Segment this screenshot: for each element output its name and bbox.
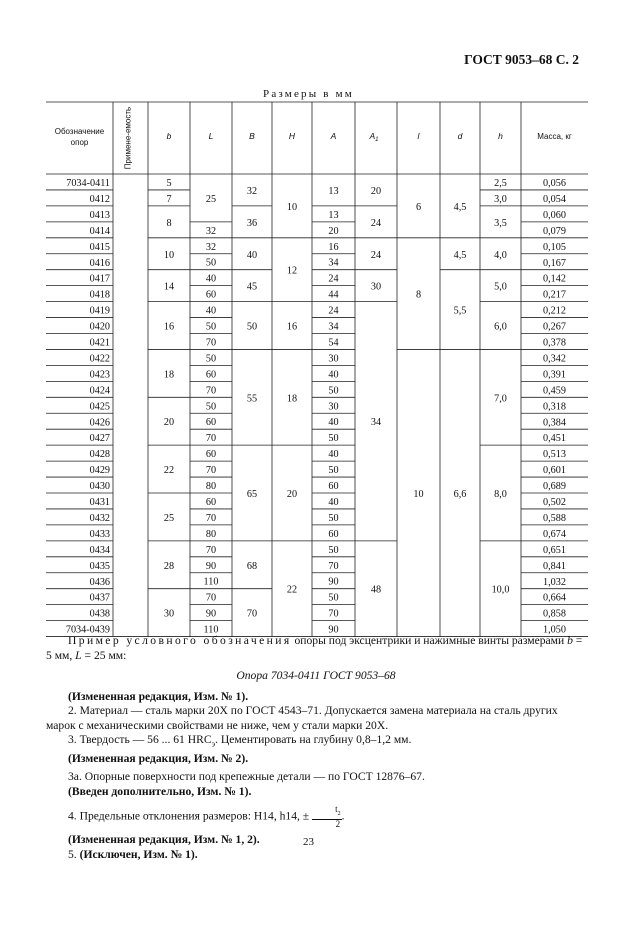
cell-designation: 0421: [89, 337, 110, 349]
cell-A: 54: [328, 337, 339, 349]
column-header-designation: опор: [70, 138, 89, 147]
cell-designation: 0435: [89, 560, 110, 572]
cell-L: 32: [205, 225, 217, 237]
cell-L: 70: [205, 544, 217, 556]
cell-B: 40: [246, 249, 258, 261]
cell-A: 60: [328, 481, 339, 493]
cell-A1: 30: [370, 281, 382, 293]
cell-designation: 0437: [89, 592, 110, 604]
item-4: 4. Предельные отклонения размеров: H14, h14, ± $\frac{t_2}{2}$ .: [68, 804, 345, 830]
cell-A: 24: [328, 273, 339, 285]
cell-designation: 0417: [89, 273, 110, 285]
cell-designation: 0418: [89, 289, 110, 301]
cell-L: 70: [205, 337, 217, 349]
cell-l: 6: [415, 201, 422, 213]
cell-L: 32: [205, 241, 217, 253]
cell-mass: 0,378: [543, 337, 566, 349]
cell-b: 16: [163, 321, 175, 333]
cell-A: 44: [328, 289, 339, 301]
cell-A: 16: [328, 241, 339, 253]
cell-L: 70: [205, 385, 217, 397]
cell-A: 40: [328, 449, 339, 461]
column-header-l: l: [417, 131, 420, 141]
added-note-1: (Введен дополнительно, Изм. № 1).: [68, 784, 252, 798]
cell-mass: 0,342: [543, 353, 566, 365]
cell-designation: 0412: [89, 193, 110, 205]
cell-L: 50: [205, 353, 217, 365]
cell-mass: 0,079: [543, 225, 566, 237]
cell-mass: 0,459: [543, 385, 566, 397]
cell-A: 90: [328, 576, 339, 588]
cell-b: 8: [166, 217, 172, 229]
cell-b: 25: [163, 512, 175, 524]
cell-designation: 0429: [89, 465, 110, 477]
column-header-B: B: [249, 131, 255, 141]
cell-mass: 0,674: [543, 528, 566, 540]
cell-A: 90: [328, 624, 339, 636]
cell-designation: 0427: [89, 433, 110, 445]
cell-b: 18: [163, 369, 175, 381]
cell-B: 68: [246, 560, 258, 572]
cell-L: 60: [205, 496, 217, 508]
cell-L: 50: [205, 401, 217, 413]
cell-A: 50: [328, 385, 339, 397]
cell-b: 22: [163, 465, 175, 477]
cell-b: 14: [163, 281, 175, 293]
cell-mass: 0,513: [543, 449, 566, 461]
cell-L: 80: [205, 528, 217, 540]
cell-mass: 0,601: [543, 465, 566, 477]
cell-A1: 20: [370, 185, 382, 197]
cell-B: 70: [246, 608, 258, 620]
cell-L: 90: [205, 608, 217, 620]
column-header-L: L: [208, 131, 214, 141]
cell-mass: 0,689: [543, 481, 566, 493]
cell-designation: 0432: [89, 512, 110, 524]
cell-A: 50: [328, 512, 339, 524]
cell-designation: 0414: [89, 225, 110, 237]
cell-l: 10: [413, 489, 424, 500]
cell-designation: 0438: [89, 608, 110, 620]
cell-L: 50: [205, 257, 217, 269]
cell-A: 34: [328, 321, 339, 333]
cell-b: 5: [166, 177, 172, 189]
item-3: 3. Твердость — 56 ... 61 $HRC_э$. Цементировать на глубину 0,8–1,2 мм.: [68, 733, 412, 749]
cell-h: 7,0: [494, 393, 507, 405]
cell-mass: 0,384: [543, 417, 566, 429]
cell-designation: 0430: [89, 481, 110, 493]
cell-A: 30: [328, 353, 339, 365]
page-number: 23: [303, 836, 314, 848]
cell-A: 13: [328, 185, 339, 197]
cell-mass: 0,267: [543, 321, 566, 333]
cell-mass: 0,502: [543, 497, 566, 508]
cell-H: 20: [286, 489, 298, 500]
cell-B: 55: [246, 393, 258, 405]
cell-designation: 0423: [89, 369, 110, 381]
cell-A: 70: [328, 560, 339, 572]
cell-designation: 0436: [89, 576, 110, 588]
cell-designation: 0431: [89, 497, 110, 508]
cell-h: 3,5: [494, 217, 507, 229]
cell-A1: 24: [370, 249, 382, 261]
tolerance-fraction: $\frac{t_2}{2}$: [312, 805, 342, 829]
cell-b: 28: [163, 560, 175, 572]
column-header-H: H: [288, 131, 296, 141]
cell-designation: 0426: [89, 417, 110, 429]
cell-designation: 0428: [89, 449, 110, 461]
item-2: 2. Материал — сталь марки 20Х по ГОСТ 4543–71. Допускается замена материала на сталь других марок с механическими свойствами не ниже, чем у стали марки 20Х.: [46, 704, 558, 732]
cell-designation: 0434: [89, 544, 110, 556]
cell-designation: 7034-0411: [66, 178, 110, 189]
cell-H: 22: [286, 584, 298, 596]
column-header-h: h: [498, 131, 503, 141]
cell-A1: 24: [370, 217, 382, 229]
cell-d: 5,5: [453, 305, 467, 317]
cell-A: 40: [328, 369, 339, 381]
cell-h: 4,0: [494, 249, 507, 261]
cell-L: 50: [205, 321, 217, 333]
cell-L: 60: [205, 417, 217, 429]
cell-A: 20: [328, 225, 339, 237]
cell-d: 4,5: [453, 249, 467, 261]
cell-b: 30: [163, 608, 175, 620]
cell-L: 90: [205, 560, 217, 572]
column-header-designation: Обозначение: [54, 127, 105, 136]
cell-mass: 0,060: [543, 209, 566, 221]
cell-H: 12: [286, 265, 298, 277]
cell-h: 2,5: [494, 177, 507, 189]
column-header-d: d: [457, 131, 463, 141]
cell-H: 16: [286, 321, 298, 333]
cell-B: 65: [246, 489, 258, 500]
cell-mass: 0,651: [543, 544, 566, 556]
cell-mass: 0,588: [543, 512, 566, 524]
revision-note-1-2: (Измененная редакция, Изм. № 1, 2).: [68, 833, 260, 847]
cell-B: 36: [246, 217, 258, 229]
item-3a: 3а. Опорные поверхности под крепежные детали — по ГОСТ 12876–67.: [68, 770, 425, 784]
example-spaced-text: Пример условного обозначения: [68, 634, 292, 647]
column-header-A: A: [330, 131, 337, 141]
cell-A: 50: [328, 592, 339, 604]
cell-h: 5,0: [494, 281, 507, 293]
cell-h: 6,0: [494, 321, 507, 333]
cell-L: 60: [205, 289, 217, 301]
cell-A: 40: [328, 417, 339, 429]
cell-A: 50: [328, 433, 339, 445]
cell-L: 25: [205, 193, 217, 205]
cell-A: 50: [328, 465, 339, 477]
cell-designation: 7034-0439: [65, 624, 110, 636]
cell-mass: 0,105: [543, 241, 566, 253]
cell-b: 20: [163, 417, 175, 429]
cell-mass: 0,212: [543, 305, 566, 317]
cell-A: 34: [328, 257, 339, 269]
cell-B: 45: [246, 281, 258, 293]
table-caption: Размеры в мм: [263, 88, 354, 100]
cell-A1: 34: [370, 417, 382, 429]
cell-h: 8,0: [494, 489, 507, 500]
cell-A: 40: [328, 496, 339, 508]
cell-mass: 0,054: [543, 193, 566, 205]
cell-designation: 0420: [89, 321, 110, 333]
cell-B: 50: [246, 321, 258, 333]
cell-A: 70: [328, 608, 339, 620]
column-header-b: b: [166, 131, 172, 141]
column-header-applicability: Примене-емость: [123, 106, 133, 170]
cell-mass: 0,318: [543, 401, 566, 413]
cell-L: 80: [205, 481, 217, 493]
cell-designation: 0416: [89, 257, 110, 269]
cell-L: 60: [205, 369, 217, 381]
cell-b: 10: [163, 249, 175, 261]
cell-designation: 0424: [89, 385, 110, 397]
cell-mass: 0,841: [543, 560, 566, 572]
cell-H: 18: [286, 393, 298, 405]
cell-L: 70: [205, 465, 217, 477]
cell-L: 40: [205, 305, 217, 317]
cell-h: 3,0: [494, 193, 507, 205]
cell-b: 7: [166, 193, 172, 205]
cell-designation: 0425: [89, 401, 110, 413]
revision-note-2: (Измененная редакция, Изм. № 2).: [68, 751, 249, 765]
cell-designation: 0433: [89, 528, 110, 540]
cell-L: 70: [205, 512, 217, 524]
cell-L: 110: [203, 624, 219, 636]
document-header: ГОСТ 9053–68 С. 2: [464, 52, 579, 67]
cell-h: 10,0: [491, 584, 510, 596]
cell-mass: 0,664: [543, 592, 566, 604]
cell-A: 13: [328, 209, 339, 221]
column-header-mass: Масса, кг: [537, 132, 572, 141]
cell-A: 24: [328, 305, 339, 317]
cell-mass: 0,858: [543, 608, 566, 620]
cell-mass: 0,217: [543, 289, 566, 301]
cell-designation: 0422: [89, 353, 110, 365]
cell-A: 60: [328, 528, 339, 540]
cell-mass: 1,050: [543, 624, 566, 636]
cell-L: 40: [205, 273, 217, 285]
cell-mass: 0,142: [543, 273, 566, 285]
cell-L: 70: [205, 433, 217, 445]
cell-mass: 0,056: [543, 178, 566, 189]
designation-example: Опора 7034-0411 ГОСТ 9053–68: [236, 669, 396, 682]
cell-d: 6,6: [453, 489, 467, 500]
cell-H: 10: [286, 201, 298, 213]
cell-mass: 0,391: [543, 369, 566, 381]
revision-note-1: (Измененная редакция, Изм. № 1).: [68, 689, 249, 703]
cell-mass: 0,167: [543, 257, 566, 269]
cell-designation: 0419: [89, 305, 110, 317]
cell-L: 70: [205, 592, 217, 604]
example-paragraph: Пример условного обозначения опоры под эксцентрики и нажимные винты размерами b = 5 мм, L = 25 мм:: [46, 634, 583, 662]
cell-L: 110: [203, 576, 219, 588]
cell-A: 30: [328, 401, 339, 413]
cell-d: 4,5: [453, 201, 467, 213]
cell-mass: 0,451: [543, 433, 566, 445]
cell-l: 8: [415, 289, 422, 301]
cell-B: 32: [246, 185, 258, 197]
item-5: 5. (Исключен, Изм. № 1).: [68, 847, 198, 861]
cell-A1: 48: [370, 584, 382, 596]
cell-A: 50: [328, 544, 339, 556]
document-body: [46, 634, 586, 862]
cell-designation: 0413: [89, 209, 110, 221]
cell-mass: 1,032: [543, 576, 566, 588]
column-header-A1: $A_1$: [369, 131, 379, 143]
cell-L: 60: [205, 449, 217, 461]
cell-designation: 0415: [89, 241, 110, 253]
